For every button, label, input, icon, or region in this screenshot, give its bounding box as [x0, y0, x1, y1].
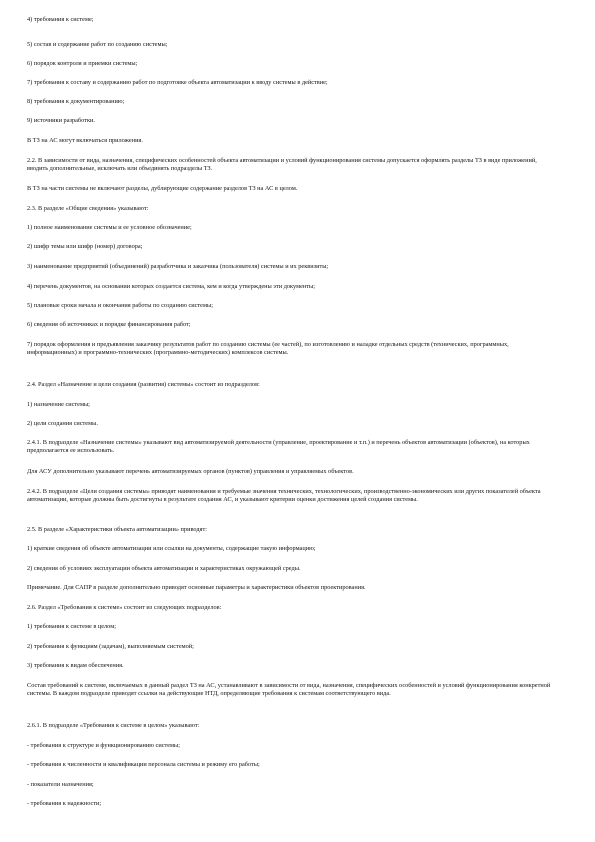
paragraph: 2.2. В зависимости от вида, назначения, специфических особенностей объекта автоматизации и условий функционирования системы допускается оформлять разделы ТЗ в виде приложений, вводить дополнительные, исключать или объединять подразделы ТЗ.	[27, 157, 537, 173]
list-item: 3) наименование предприятий (объединений) разработчика и заказчика (пользователя) системы и их реквизиты;	[27, 263, 329, 270]
list-item: 8) требования к документированию;	[27, 98, 125, 105]
section-heading: 2.3. В разделе «Общие сведения» указывают:	[27, 205, 149, 212]
paragraph: 2.6.1. В подразделе «Требования к системе в целом» указывают:	[27, 722, 200, 729]
list-item: 1) требования к системе в целом;	[27, 623, 116, 630]
paragraph: Состав требований к системе, включаемых в данный раздел ТЗ на АС, устанавливают в зависимости от вида, назначения, специфических особенностей и условий функционирования конкретной системы. В каждом подразделе приводят ссылки на действующие НТД, определяющие требования к системам соответствующего вида.	[27, 682, 551, 698]
list-item: 6) порядок контроля и приемки системы;	[27, 60, 138, 67]
list-item: 9) источники разработки.	[27, 117, 95, 124]
paragraph: 2.4.1. В подразделе «Назначение системы» указывают вид автоматизируемой деятельности (управление, проектирование и т.п.) и перечень объектов автоматизации (объектов), на которых предполагается ее использовать.	[27, 439, 530, 455]
paragraph: 2.4.2. В подразделе «Цели создания системы» приводят наименования и требуемые значения технических, технологических, производственно-экономических или других показателей объекта автоматизации, которые должны быть достигнуты в результате создания АС, и указывают критерии оценки достижения целей создания системы.	[27, 488, 541, 504]
list-item: 6) сведения об источниках и порядке финансирования работ;	[27, 321, 191, 328]
list-item: - требования к численности и квалификации персонала системы и режиму его работы;	[27, 761, 260, 768]
list-item: 2) шифр темы или шифр (номер) договора;	[27, 243, 143, 250]
paragraph: В ТЗ на части системы не включают разделы, дублирующие содержание разделов ТЗ на АС в целом.	[27, 185, 298, 192]
list-item: 1) полное наименование системы и ее условное обозначение;	[27, 224, 192, 231]
list-item: 5) состав и содержание работ по созданию системы;	[27, 41, 168, 48]
list-item: 2) требования к функциям (задачам), выполняемым системой;	[27, 643, 194, 650]
list-item: 3) требования к видам обеспечения.	[27, 662, 124, 669]
list-item: 5) плановые сроки начала и окончания работы по созданию системы;	[27, 302, 213, 309]
list-item: 2) сведения об условиях эксплуатации объекта автоматизации и характеристиках окружающей среды.	[27, 565, 301, 572]
section-heading: 2.4. Раздел «Назначение и цели создания (развития) системы» состоит из подразделов:	[27, 381, 260, 388]
list-item: - показатели назначения;	[27, 781, 94, 788]
paragraph: Для АСУ дополнительно указывают перечень автоматизируемых органов (пунктов) управления и управляемых объектов.	[27, 468, 354, 475]
list-item: 1) назначение системы;	[27, 401, 90, 408]
section-heading: 2.5. В разделе «Характеристики объекта автоматизации» приводят:	[27, 526, 207, 533]
paragraph: В ТЗ на АС могут включаться приложения.	[27, 137, 143, 144]
list-item: 1) краткие сведения об объекте автоматизации или ссылки на документы, содержащие такую информацию;	[27, 545, 316, 552]
list-item: - требования к надежности;	[27, 800, 102, 807]
list-item: 7) порядок оформления и предъявления заказчику результатов работ по созданию системы (ее частей), по изготовлению и наладке отдельных средств (технических, программных, информационных) и программно-технических (программно-методических) комплексов системы.	[27, 341, 509, 357]
list-item: 7) требования к составу и содержанию работ по подготовке объекта автоматизации к вводу системы в действие;	[27, 79, 328, 86]
list-item: 4) требования к системе;	[27, 16, 94, 23]
list-item: 2) цели создания системы.	[27, 420, 98, 427]
list-item: - требования к структуре и функционированию системы;	[27, 742, 181, 749]
section-heading: 2.6. Раздел «Требования к системе» состоит из следующих подразделов:	[27, 604, 222, 611]
paragraph: Примечание. Для САПР в разделе дополнительно приводят основные параметры и характеристики объектов проектирования.	[27, 584, 366, 591]
list-item: 4) перечень документов, на основании которых создается система, кем и когда утверждены эти документы;	[27, 283, 315, 290]
